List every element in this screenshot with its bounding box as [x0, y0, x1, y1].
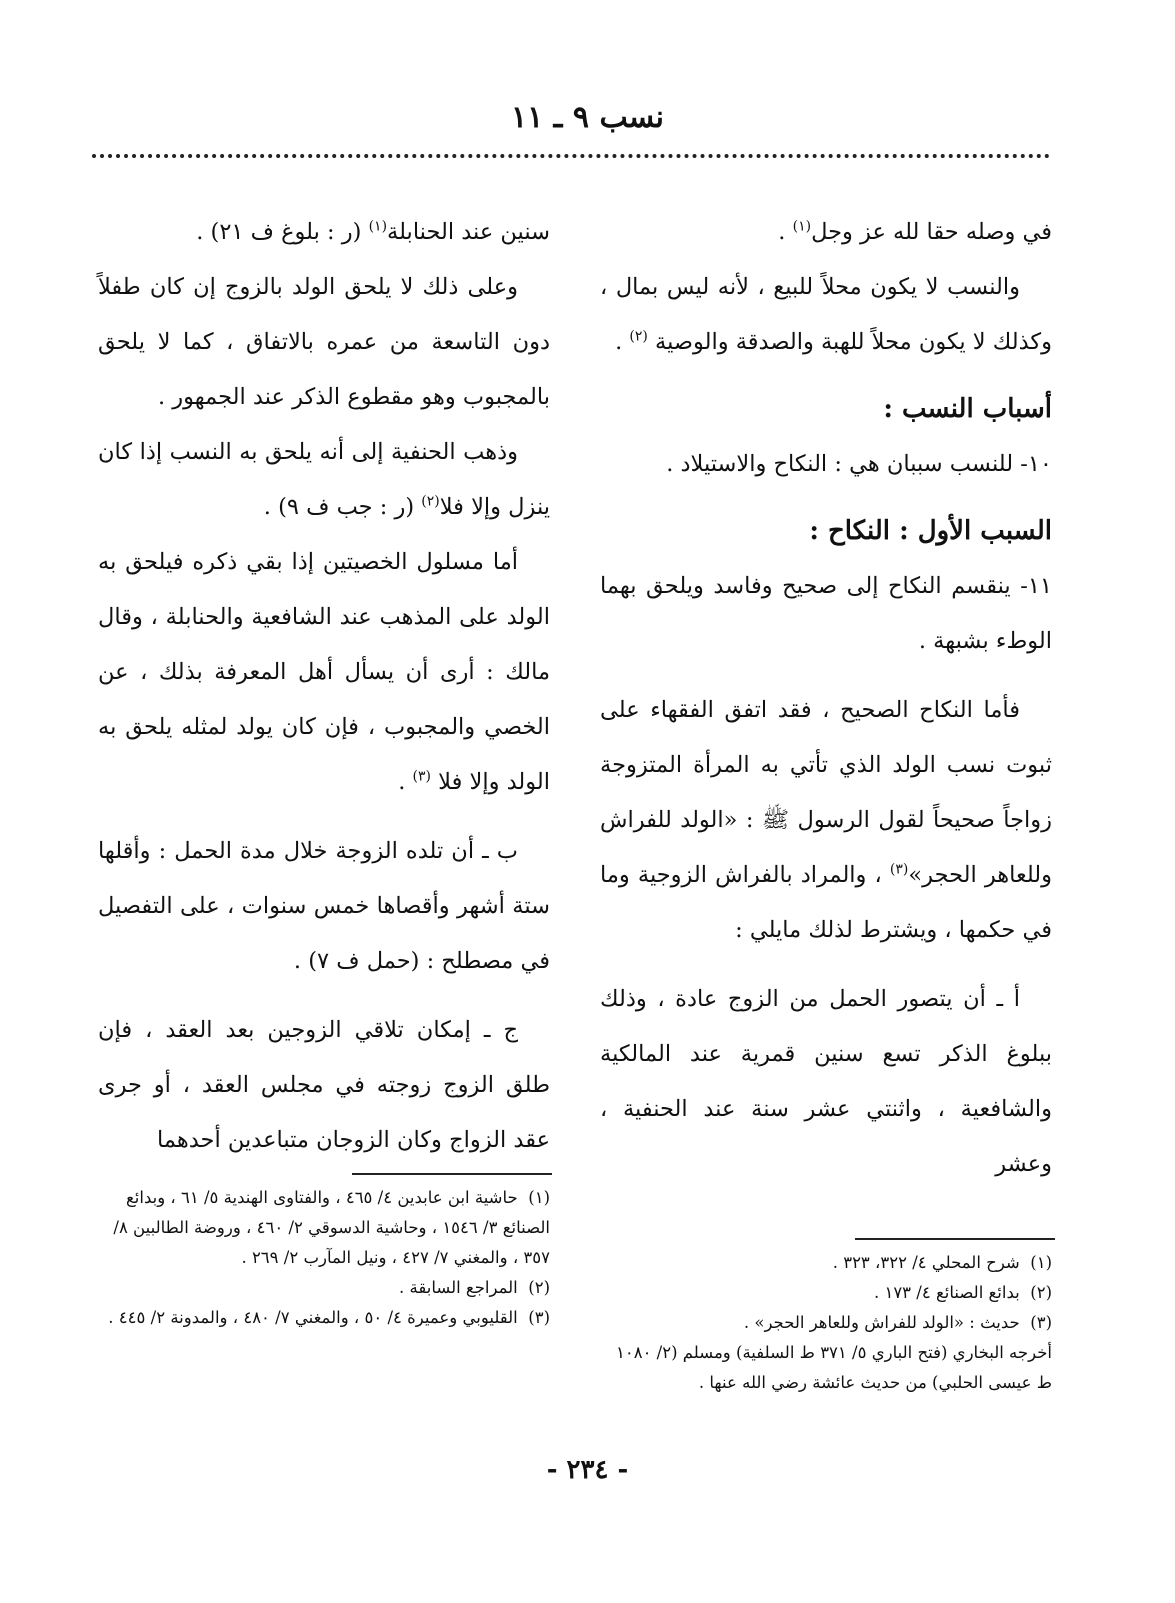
- paragraph: ج ـ إمكان تلاقي الزوجين بعد العقد ، فإن طلق الزوج زوجته في مجلس العقد ، أو جرى عقد الزواج وكان الزوجان متباعدين أحدهما: [98, 1017, 550, 1153]
- paragraph: أما مسلول الخصيتين إذا بقي ذكره فيلحق به الولد على المذهب عند الشافعية والحنابلة ، وقال مالك : أرى أن يسأل أهل المعرفة بذلك ، عن الخصي والمجبوب ، فإن كان يولد لمثله يلحق به الولد وإلا فلا $^{(٣)}$ .: [98, 549, 550, 795]
- paragraph: وذهب الحنفية إلى أنه يلحق به النسب إذا كان ينزل وإلا فلا$^{(٢)}$ (ر : جب ف ٩) .: [98, 439, 550, 520]
- left-footnotes: [98, 1183, 550, 1333]
- footnote-rule: [855, 1238, 1055, 1240]
- right-footnotes: [600, 1248, 1052, 1398]
- footnote-rule: [352, 1173, 552, 1175]
- header-dotted-rule: [92, 154, 1050, 158]
- right-column: [600, 205, 1052, 1192]
- page-number: - ٢٣٤ -: [546, 1455, 629, 1485]
- paragraph: فأما النكاح الصحيح ، فقد اتفق الفقهاء على ثبوت نسب الولد الذي تأتي به المرأة المتزوجة زواجاً صحيحاً لقول الرسول ﷺ : «الولد للفراش وللعاهر الحجر»$^{(٣)}$ ، والمراد بالفراش الزوجية وما في حكمها ، ويشترط لذلك مايلي :: [600, 697, 1052, 943]
- paragraph: في وصله حقا لله عز وجل$^{(١)}$ .: [778, 218, 1052, 245]
- footnote: (٣) حديث : «الولد للفراش وللعاهر الحجر» .: [743, 1313, 1052, 1332]
- section-heading: أسباب النسب :: [883, 394, 1052, 424]
- paragraph: أ ـ أن يتصور الحمل من الزوج عادة ، وذلك ببلوغ الذكر تسع سنين قمرية عند المالكية والشافعية ، واثنتي عشر سنة عند الحنفية ، وعشر: [600, 986, 1052, 1177]
- footnote-mark: (١): [368, 218, 388, 235]
- footnote-mark: (٢): [421, 493, 440, 510]
- footnote: (١) حاشية ابن عابدين ٤/ ٤٦٥ ، والفتاوى الهندية ٥/ ٦١ ، وبدائع الصنائع ٣/ ١٥٤٦ ، وحاشية الدسوقي ٢/ ٤٦٠ ، وروضة الطالبين ٨/ ٣٥٧ ، والمغني ٧/ ٤٢٧ ، ونيل المآرب ٢/ ٢٦٩ .: [113, 1188, 550, 1267]
- paragraph: ب ـ أن تلده الزوجة خلال مدة الحمل : وأقلها ستة أشهر وأقصاها خمس سنوات ، على التفصيل في مصطلح : (حمل ف ٧) .: [98, 838, 550, 974]
- paragraph: والنسب لا يكون محلاً للبيع ، لأنه ليس بمال ، وكذلك لا يكون محلاً للهبة والصدقة والوصية $^{(٢)}$ .: [600, 274, 1052, 355]
- footnote: (١) شرح المحلي ٤/ ٣٢٢، ٣٢٣ .: [832, 1253, 1052, 1272]
- footnote: (٢) بدائع الصنائع ٤/ ١٧٣ .: [873, 1283, 1052, 1302]
- paragraph: ١٠- للنسب سببان هي : النكاح والاستيلاد .: [666, 451, 1052, 477]
- running-header: نسب ٩ ـ ١١: [510, 100, 665, 135]
- footnote-mark: (٢): [629, 328, 648, 345]
- paragraph: وعلى ذلك لا يلحق الولد بالزوج إن كان طفلاً دون التاسعة من عمره بالاتفاق ، كما لا يلحق بالمجبوب وهو مقطوع الذكر عند الجمهور .: [98, 274, 550, 410]
- footnote-mark: (٣): [412, 768, 431, 785]
- footnote: (٢) المراجع السابقة .: [399, 1278, 550, 1297]
- paragraph: ١١- ينقسم النكاح إلى صحيح وفاسد ويلحق بهما الوطء بشبهة .: [600, 573, 1052, 654]
- paragraph: سنين عند الحنابلة$^{(١)}$ (ر : بلوغ ف ٢١) .: [196, 218, 550, 245]
- left-column: [98, 205, 550, 1168]
- section-heading: السبب الأول : النكاح :: [809, 516, 1052, 546]
- footnote: (٣) القليوبي وعميرة ٤/ ٥٠ ، والمغني ٧/ ٤٨٠ ، والمدونة ٢/ ٤٤٥ .: [108, 1308, 550, 1327]
- footnote-mark: (١): [792, 218, 812, 235]
- footnote-mark: (٣): [889, 861, 909, 878]
- footnote-continuation: أخرجه البخاري (فتح الباري ٥/ ٣٧١ ط السلفية) ومسلم (٢/ ١٠٨٠ ط عيسى الحلبي) من حديث عائشة رضي الله عنها .: [615, 1343, 1052, 1392]
